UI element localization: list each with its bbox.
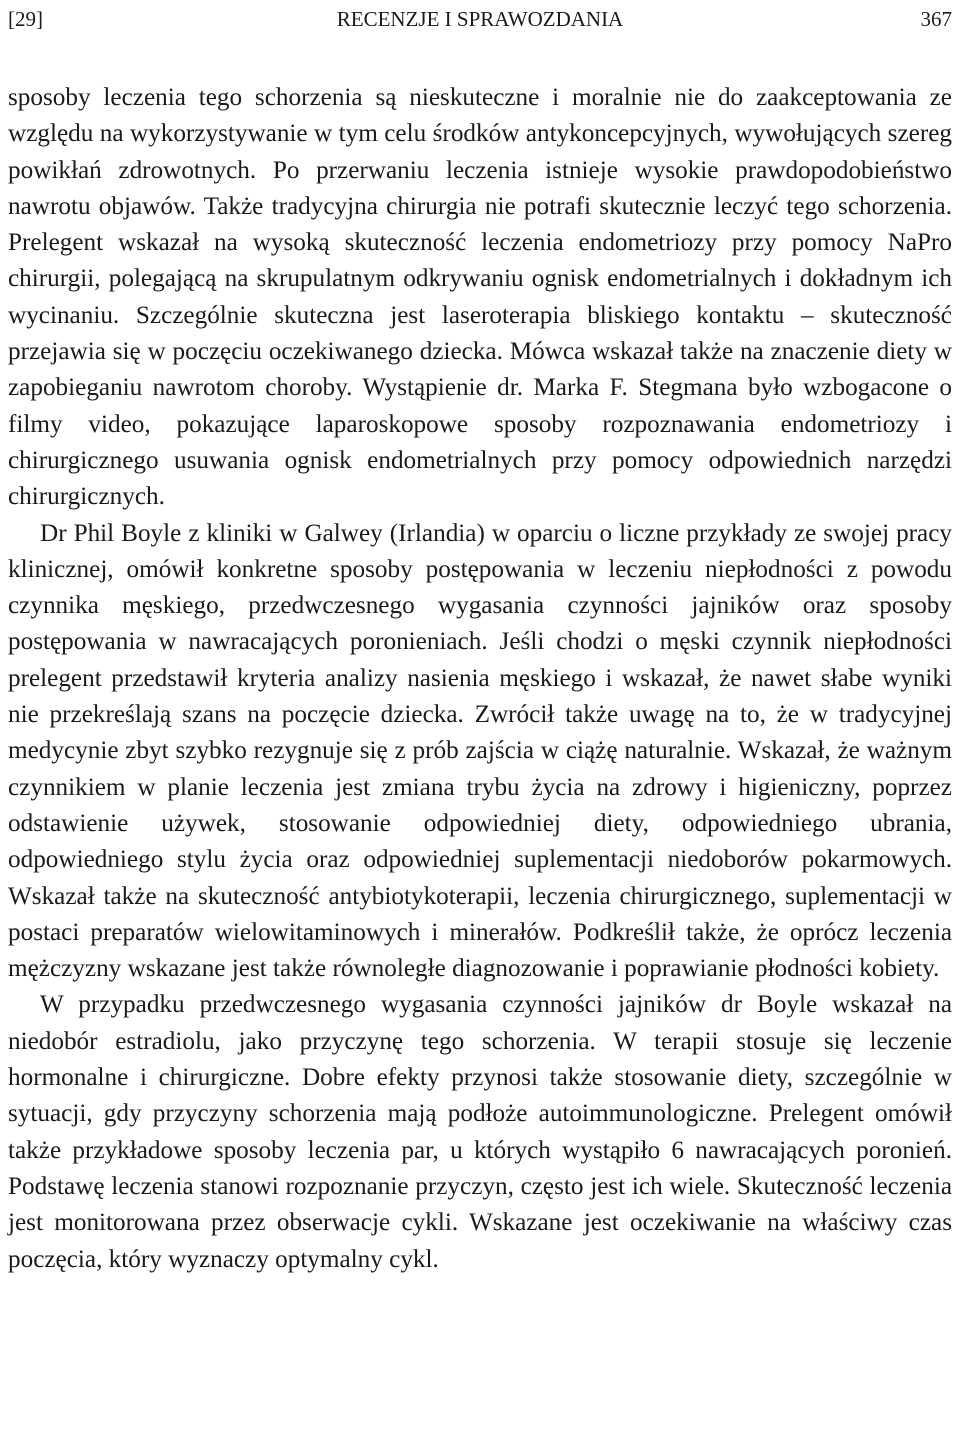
running-header xyxy=(8,0,952,38)
paragraph-ovarian-failure: W przypadku przedwczesnego wygasania czynności jajników dr Boyle wskazał na niedobór estradiolu, jako przyczynę tego schorzenia. W terapii stosuje się leczenie hormonalne i chirurgiczne. Dobre efekty przynosi także stosowanie diety, szczególnie w sytuacji, gdy przyczyny schorzenia mają podłoże autoimmunologiczne. Prelegent omówił także przykładowe sposoby leczenia par, u których wystąpiło 6 nawracających poronień. Podstawę leczenia stanowi rozpoznanie przyczyn, często jest ich wiele. Skuteczność leczenia jest monitorowana przez obserwacje cykli. Wskazane jest oczekiwanie na właściwy czas poczęcia, który wyznaczy optymalny cykl. xyxy=(8,991,952,1273)
section-title: RECENZJE I SPRAWOZDANIA xyxy=(336,7,624,31)
issue-number: [29] xyxy=(8,7,43,31)
paragraph-boyle-infertility: Dr Phil Boyle z kliniki w Galwey (Irlandia) w oparciu o liczne przykłady ze swojej pracy klinicznej, omówił konkretne sposoby postępowania w leczeniu niepłodności z powodu czynnika męskiego, przedwczesnego wygasania czynności jajników oraz sposoby postępowania w nawracających poronieniach. Jeśli chodzi o męski czynnik niepłodności prelegent przedstawił kryteria analizy nasienia męskiego i wskazał, że nawet słabe wyniki nie przekreślają szans na poczęcie dziecka. Zwrócił także uwagę na to, że w tradycyjnej medycynie zbyt szybko rezygnuje się z prób zajścia w ciążę naturalnie. Wskazał, że ważnym czynnikiem w planie leczenia jest zmiana trybu życia na zdrowy i higieniczny, poprzez odstawienie używek, stosowanie odpowiedniej diety, odpowiedniego ubrania, odpowiedniego stylu życia oraz odpowiedniej suplementacji niedoborów pokarmowych. Wskazał także na skuteczność antybiotykoterapii, leczenia chirurgicznego, suplementacji w postaci preparatów wielowitaminowych i minerałów. Podkreślił także, że oprócz leczenia mężczyzny wskazane jest także równoległe diagnozowanie i poprawianie płodności kobiety. xyxy=(8,519,952,983)
article-body xyxy=(8,80,952,1278)
paragraph-continued: sposoby leczenia tego schorzenia są nieskuteczne i moralnie nie do zaakceptowania ze względu na wykorzystywanie w tym celu środków antykoncepcyjnych, wywołujących szereg powikłań zdrowotnych. Po przerwaniu leczenia istnieje wysokie prawdopodobieństwo nawrotu objawów. Także tradycyjna chirurgia nie potrafi skutecznie leczyć tego schorzenia. Prelegent wskazał na wysoką skuteczność leczenia endometriozy przy pomocy NaPro chirurgii, polegającą na skrupulatnym odkrywaniu ognisk endometrialnych i dokładnym ich wycinaniu. Szczególnie skuteczna jest laseroterapia bliskiego kontaktu – skuteczność przejawia się w poczęciu oczekiwanego dziecka. Mówca wskazał także na znaczenie diety w zapobieganiu nawrotom choroby. Wystąpienie dr. Marka F. Stegmana było wzbogacone o filmy video, pokazujące laparoskopowe sposoby rozpoznawania endometriozy i chirurgicznego usuwania ognisk endometrialnych przy pomocy odpowiednich narzędzi chirurgicznych. xyxy=(8,84,952,511)
page-number: 367 xyxy=(920,7,952,31)
document-page xyxy=(8,0,952,1278)
